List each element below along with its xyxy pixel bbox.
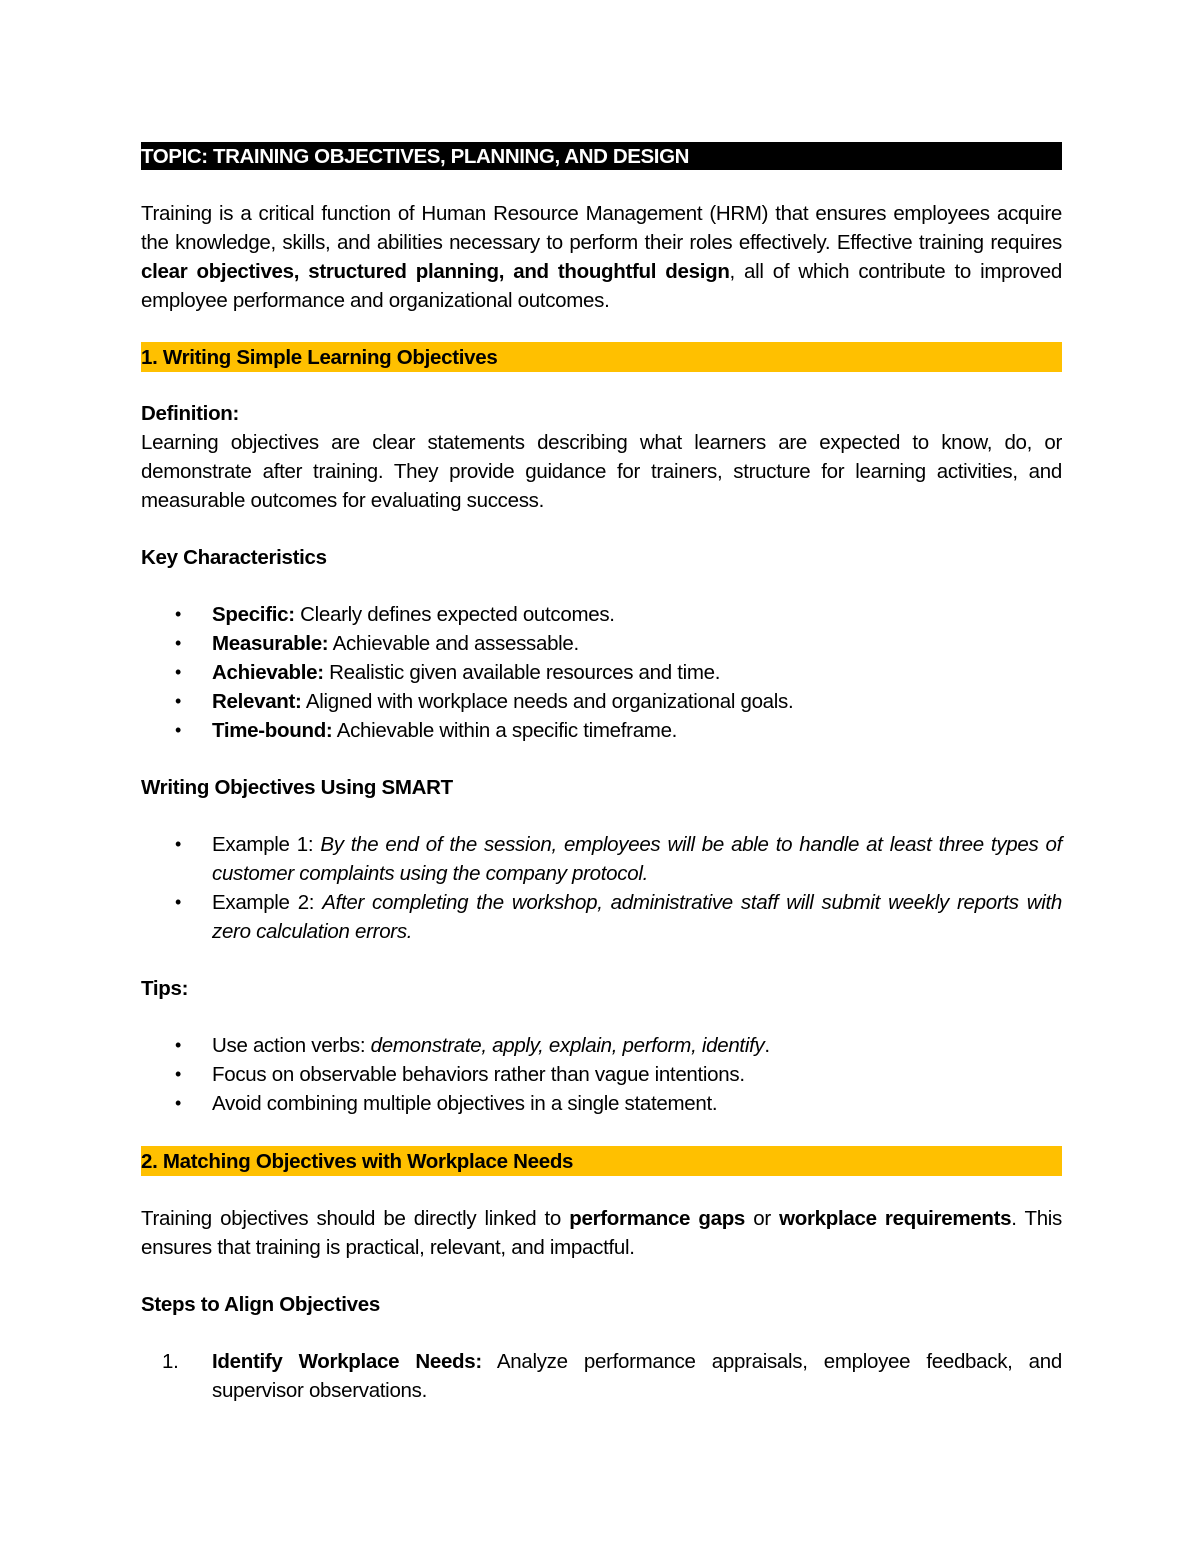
list-item bbox=[212, 629, 1062, 658]
step-number: 1. bbox=[162, 1350, 179, 1373]
s2-bold-1: performance gaps bbox=[569, 1207, 746, 1230]
topic-heading: TOPIC: TRAINING OBJECTIVES, PLANNING, AND DESIGN bbox=[141, 142, 1062, 170]
list-item bbox=[212, 600, 1062, 629]
list-item: • Focus on observable behaviors rather than vague intentions. bbox=[212, 1060, 1062, 1089]
characteristic-desc: Achievable within a specific timeframe. bbox=[332, 719, 678, 742]
characteristic-term: Specific: bbox=[212, 603, 295, 626]
list-item: • Avoid combining multiple objectives in a single statement. bbox=[212, 1089, 1062, 1118]
characteristic-desc: Achievable and assessable. bbox=[328, 632, 579, 655]
characteristics-list bbox=[141, 600, 1062, 745]
tips-label: Tips: bbox=[141, 977, 189, 1000]
section-1-heading: 1. Writing Simple Learning Objectives bbox=[141, 342, 1062, 372]
characteristic-desc: Clearly defines expected outcomes. bbox=[294, 603, 615, 626]
intro-bold: clear objectives, structured planning, and thoughtful design bbox=[141, 260, 730, 283]
characteristic-term: Achievable: bbox=[212, 661, 324, 684]
definition-text: Learning objectives are clear statements describing what learners are expected to know, do, or demonstrate after training. They provide guidance for trainers, structure for learning activities, and measurable outcomes for evaluating success. bbox=[141, 431, 1062, 512]
characteristic-term: Measurable: bbox=[212, 632, 329, 655]
list-item bbox=[212, 888, 1062, 946]
tip-verbs: demonstrate, apply, explain, perform, identify bbox=[370, 1034, 765, 1057]
smart-label: Writing Objectives Using SMART bbox=[141, 776, 453, 799]
step-term: Identify Workplace Needs: bbox=[212, 1350, 482, 1373]
tip-text: Use action verbs: bbox=[212, 1034, 371, 1057]
step-desc: Analyze performance appraisals, employee feedback, and supervisor observations. bbox=[212, 1350, 1062, 1402]
intro-text-1: Training is a critical function of Human Resource Management (HRM) that ensures employees acquire the knowledge, skills, and abilities necessary to perform their roles effectively. Effective training requires bbox=[141, 202, 1062, 254]
section-2-heading: 2. Matching Objectives with Workplace Needs bbox=[141, 1146, 1062, 1176]
example-text: By the end of the session, employees will be able to handle at least three types of customer complaints using the company protocol. bbox=[212, 833, 1062, 885]
example-label: Example 2: bbox=[212, 891, 323, 914]
document-page bbox=[141, 142, 1062, 1405]
intro-text-2: , all of which contribute to improved employee performance and organizational outcomes. bbox=[141, 260, 1062, 312]
characteristic-term: Time-bound: bbox=[212, 719, 333, 742]
tips-list bbox=[141, 1031, 1062, 1118]
list-item bbox=[212, 1031, 1062, 1060]
example-text: After completing the workshop, administrative staff will submit weekly reports with zero calculation errors. bbox=[212, 891, 1062, 943]
s2-text-3: . This ensures that training is practical, relevant, and impactful. bbox=[141, 1207, 1063, 1259]
key-characteristics-label bbox=[141, 543, 1062, 572]
list-item bbox=[212, 658, 1062, 687]
tip-suffix: . bbox=[764, 1034, 770, 1057]
list-item bbox=[212, 716, 1062, 745]
steps-list bbox=[141, 1347, 1062, 1405]
definition-label: Definition: bbox=[141, 402, 240, 425]
examples-list bbox=[141, 830, 1062, 946]
list-item bbox=[212, 830, 1062, 888]
s2-text-2: or bbox=[745, 1207, 780, 1230]
list-item bbox=[162, 1347, 1062, 1405]
characteristic-term: Relevant: bbox=[212, 690, 302, 713]
steps-label: Steps to Align Objectives bbox=[141, 1293, 380, 1316]
list-item bbox=[212, 687, 1062, 716]
characteristic-desc: Realistic given available resources and time. bbox=[323, 661, 721, 684]
intro-paragraph bbox=[141, 199, 1062, 315]
example-label: Example 1: bbox=[212, 833, 321, 856]
s2-bold-2: workplace requirements bbox=[779, 1207, 1012, 1230]
key-characteristics-text: Key Characteristics bbox=[141, 546, 327, 569]
s2-text-1: Training objectives should be directly linked to bbox=[141, 1207, 570, 1230]
characteristic-desc: Aligned with workplace needs and organizational goals. bbox=[301, 690, 794, 713]
section-2-paragraph bbox=[141, 1204, 1062, 1262]
